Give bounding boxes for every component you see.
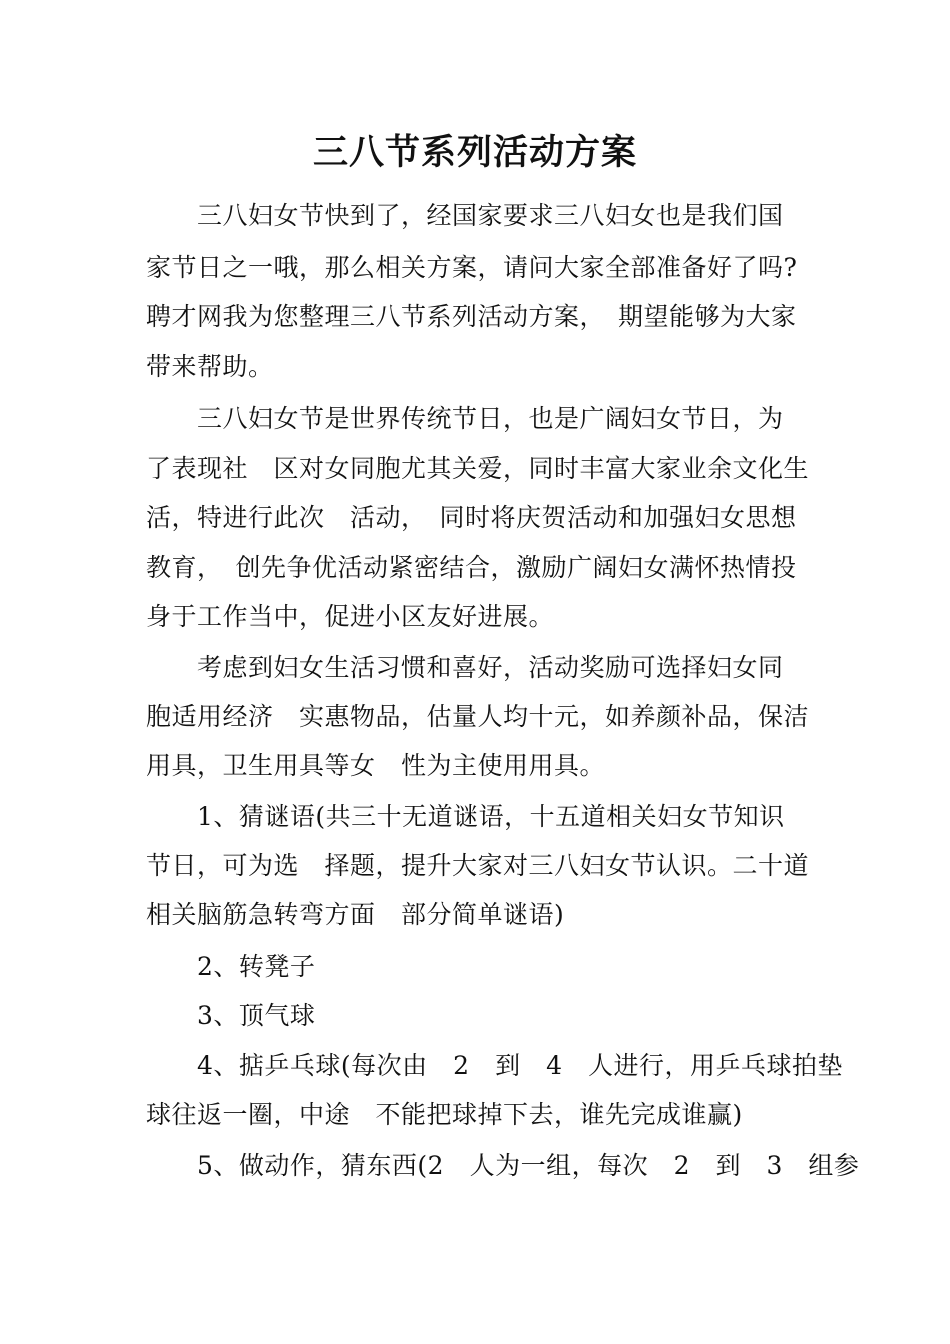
paragraph-line: 三八妇女节快到了，经国家要求三八妇女也是我们国	[146, 201, 784, 230]
paragraph-line: 考虑到妇女生活习惯和喜好，活动奖励可选择妇女同	[146, 653, 784, 682]
paragraph-line: 带来帮助。	[146, 352, 274, 381]
paragraph-line: 5、做动作，猜东西(2 人为一组，每次 2 到 3 组参	[146, 1151, 860, 1180]
paragraph-line: 了表现社 区对女同胞尤其关爱，同时丰富大家业余文化生	[146, 454, 810, 483]
paragraph-line: 4、掂乒乓球(每次由 2 到 4 人进行，用乒乓球拍垫	[146, 1051, 843, 1080]
paragraph-line: 相关脑筋急转弯方面 部分简单谜语)	[146, 900, 565, 929]
paragraph-line: 家节日之一哦，那么相关方案，请问大家全部准备好了吗?	[146, 253, 798, 282]
paragraph-line: 3、顶气球	[146, 1001, 316, 1030]
paragraph-line: 球往返一圈，中途 不能把球掉下去，谁先完成谁赢)	[146, 1100, 743, 1129]
paragraph-line: 节日，可为选 择题，提升大家对三八妇女节认识。二十道	[146, 851, 810, 880]
paragraph-line: 活，特进行此次 活动， 同时将庆贺活动和加强妇女思想	[146, 503, 797, 532]
paragraph-line: 身于工作当中，促进小区友好进展。	[146, 602, 555, 631]
paragraph-line: 聘才网我为您整理三八节系列活动方案， 期望能够为大家	[146, 302, 797, 331]
paragraph-line: 1、猜谜语(共三十无道谜语，十五道相关妇女节知识	[146, 802, 785, 831]
paragraph-line: 胞适用经济 实惠物品，估量人均十元，如养颜补品，保洁	[146, 702, 810, 731]
paragraph-line: 2、转凳子	[146, 952, 316, 981]
paragraph-line: 教育， 创先争优活动紧密结合，激励广阔妇女满怀热情投	[146, 553, 797, 582]
paragraph-line: 用具，卫生用具等女 性为主使用用具。	[146, 751, 606, 780]
paragraph-line: 三八妇女节是世界传统节日，也是广阔妇女节日，为	[146, 404, 784, 433]
page-title: 三八节系列活动方案	[312, 132, 637, 173]
